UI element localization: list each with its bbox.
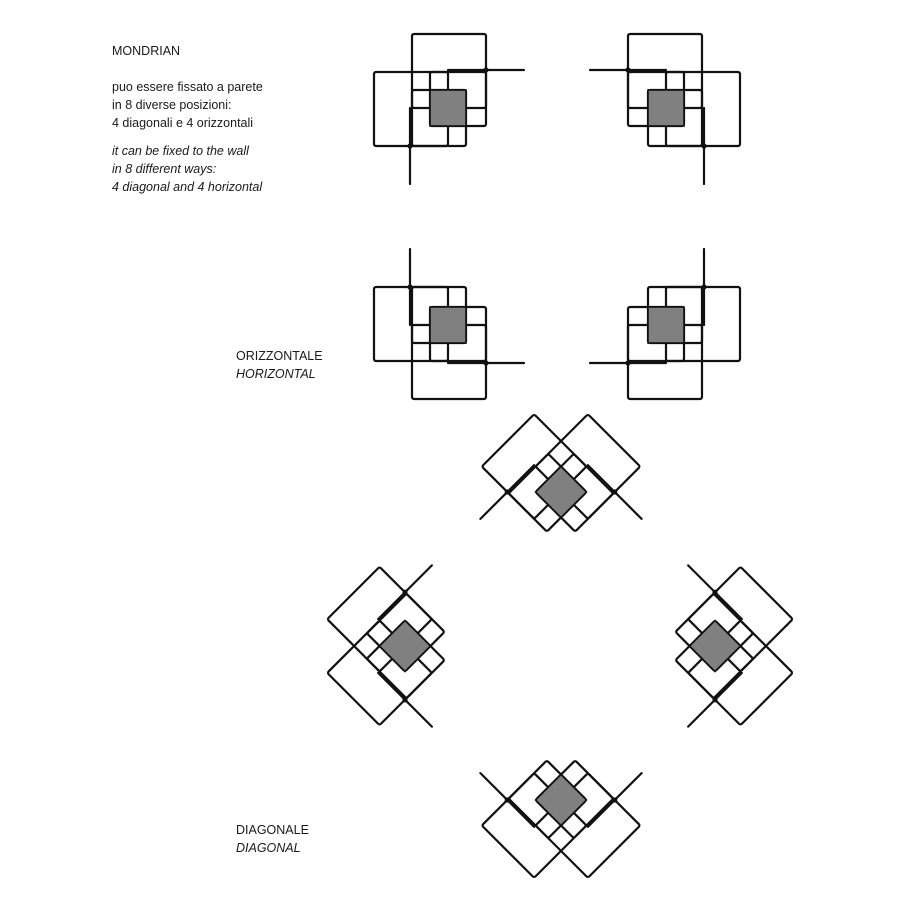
- horizontal-position-1: [374, 34, 524, 184]
- diagonal-position-left: [300, 540, 512, 752]
- description-en-line-1: it can be fixed to the wall: [112, 144, 249, 158]
- horizontal-position-4: [590, 249, 740, 399]
- description-en-line-3: 4 diagonal and 4 horizontal: [112, 180, 263, 194]
- diagonal-label-en: DIAGONAL: [236, 841, 301, 855]
- description-it-line-1: puo essere fissato a parete: [112, 80, 263, 94]
- diagonal-position-bottom: [455, 693, 667, 900]
- description-en-line-2: in 8 different ways:: [112, 162, 217, 176]
- horizontal-label-en: HORIZONTAL: [236, 367, 316, 381]
- diagonal-position-top: [455, 387, 667, 599]
- diagonal-label-it: DIAGONALE: [236, 823, 309, 837]
- title: MONDRIAN: [112, 44, 181, 58]
- description-it-line-3: 4 diagonali e 4 orizzontali: [112, 116, 254, 130]
- horizontal-label-it: ORIZZONTALE: [236, 349, 323, 363]
- diagonal-position-right: [608, 540, 820, 752]
- horizontal-position-2: [590, 34, 740, 184]
- horizontal-position-3: [374, 249, 524, 399]
- description-it-line-2: in 8 diverse posizioni:: [112, 98, 232, 112]
